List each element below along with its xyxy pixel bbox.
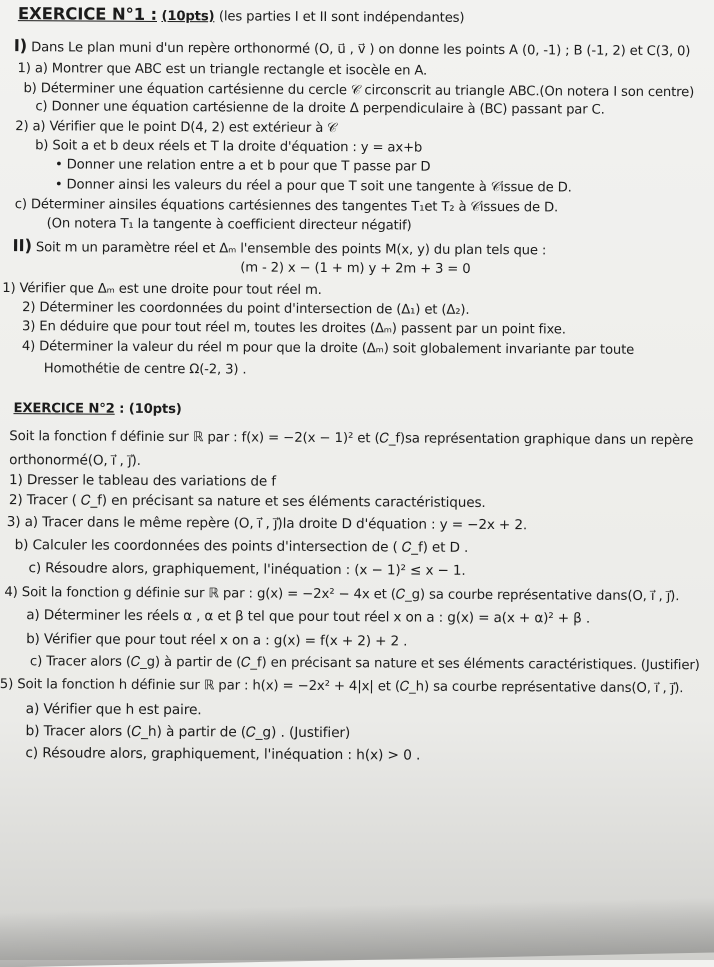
- ex2-intro-1: Soit la fonction f définie sur ℝ par : f(x) = −2(x − 1)² et (𝐶_f)sa représentation graphique dans un repère: [9, 429, 694, 449]
- part2-intro: Soit m un paramètre réel et Δₘ l'ensemble des points M(x, y) du plan tels que :: [35, 240, 547, 259]
- q2c-note: (On notera T₁ la tangente à coefficient directeur négatif): [46, 216, 412, 234]
- ex2-heading: EXERCICE N°2: [13, 401, 115, 417]
- ex2-q3a: 3) a) Tracer dans le même repère (O, ı⃗ , ȷ⃗)la droite D d'équation : y = −2x + 2.: [6, 514, 528, 534]
- bullet1-text: Donner une relation entre a et b pour que T passe par D: [66, 157, 431, 175]
- bullet-icon: •: [54, 177, 67, 193]
- ex2-q4a: a) Déterminer les réels α , α et β tel que pour tout réel x on a : g(x) = a(x + α)² + β .: [26, 607, 591, 627]
- p2-q1: 1) Vérifier que Δₘ est une droite pour tout réel m.: [2, 281, 322, 298]
- q2b-bullet-2: [55, 176, 572, 197]
- q2b-bullet-1: [55, 156, 430, 176]
- part2-intro-line: [12, 237, 546, 260]
- q2a: 2) a) Vérifier que le point D(4, 2) est extérieur à 𝒞: [15, 119, 337, 137]
- ex1-heading: EXERCICE N°1 :: [17, 4, 158, 24]
- ex2-q1: 1) Dresser le tableau des variations de f: [9, 472, 276, 490]
- p2-q4-cont: Homothétie de centre Ω(-2, 3) .: [43, 361, 247, 378]
- q2c: c) Déterminer ainsiles équations cartésiennes des tangentes T₁et T₂ à 𝒞issues de D.: [14, 197, 559, 216]
- q2b: b) Soit a et b deux réels et T la droite d'équation : y = ax+b: [35, 138, 423, 156]
- q1c: c) Donner une équation cartésienne de la droite Δ perpendiculaire à (BC) passant par C.: [35, 99, 605, 118]
- ex2-q5c: c) Résoudre alors, graphiquement, l'inéquation : h(x) > 0 .: [25, 745, 421, 764]
- ex2-q3b: b) Calculer les coordonnées des points d'intersection de ( 𝐶_f) et D .: [14, 537, 469, 556]
- q1b: b) Déterminer une équation cartésienne du cercle 𝒞 circonscrit au triangle ABC.(On notera I son centre): [23, 81, 695, 101]
- ex2-q4b: b) Vérifier que pour tout réel x on a : g(x) = f(x + 2) + 2 .: [26, 631, 408, 650]
- bullet2-text: Donner ainsi les valeurs du réel a pour que T soit une tangente à 𝒞issue de D.: [66, 177, 572, 196]
- bullet-icon: •: [54, 157, 67, 173]
- ex2-points: : (10pts): [114, 401, 182, 418]
- ex2-q3c: c) Résoudre alors, graphiquement, l'inéquation : (x − 1)² ≤ x − 1.: [28, 560, 466, 579]
- part2-equation: (m - 2) x − (1 + m) y + 2m + 3 = 0: [240, 260, 471, 277]
- ex2-q4c: c) Tracer alors (𝐶_g) à partir de (𝐶_f) en précisant sa nature et ses éléments caractéristiques. (Justifier): [29, 654, 700, 674]
- p2-q4: 4) Déterminer la valeur du réel m pour que la droite (Δₘ) soit globalement invariante par toute: [21, 339, 635, 358]
- ex2-q2: 2) Tracer ( 𝐶_f) en précisant sa nature et ses éléments caractéristiques.: [8, 492, 486, 511]
- part1-marker: I): [13, 36, 28, 56]
- q1a: 1) a) Montrer que ABC est un triangle rectangle et isocèle en A.: [17, 61, 428, 79]
- ex2-q5a: a) Vérifier que h est paire.: [25, 701, 202, 719]
- ex2-q4: 4) Soit la fonction g définie sur ℝ par : g(x) = −2x² − 4x et (𝐶_g) sa courbe représentative dans(O, ı⃗ , ȷ⃗).: [4, 585, 680, 605]
- ex1-points: (10pts): [161, 8, 215, 25]
- ex1-note: (les parties I et II sont indépendantes): [218, 9, 465, 26]
- ex2-intro-2: orthonormé(O, ı⃗ , ȷ⃗).: [9, 452, 141, 469]
- p2-q2: 2) Déterminer les coordonnées du point d'intersection de (Δ₁) et (Δ₂).: [22, 300, 470, 318]
- part1-intro: Dans Le plan muni d'un repère orthonormé (O, u⃗ , v⃗ ) on donne les points A (0, -1) ; B (-1, 2) et C(3, 0): [31, 40, 691, 60]
- p2-q3: 3) En déduire que pour tout réel m, toutes les droites (Δₘ) passent par un point fixe.: [21, 319, 566, 338]
- ex2-heading-line: [13, 400, 181, 419]
- ex1-heading-line: [18, 5, 465, 28]
- part1-intro-line: [14, 37, 691, 61]
- ex2-q5: 5) Soit la fonction h définie sur ℝ par : h(x) = −2x² + 4|x| et (𝐶_h) sa courbe représentative dans(O, ı⃗ , ȷ⃗).: [0, 677, 684, 697]
- part2-marker: II): [12, 236, 32, 256]
- ex2-q5b: b) Tracer alors (𝐶_h) à partir de (𝐶_g) . (Justifier): [25, 723, 351, 742]
